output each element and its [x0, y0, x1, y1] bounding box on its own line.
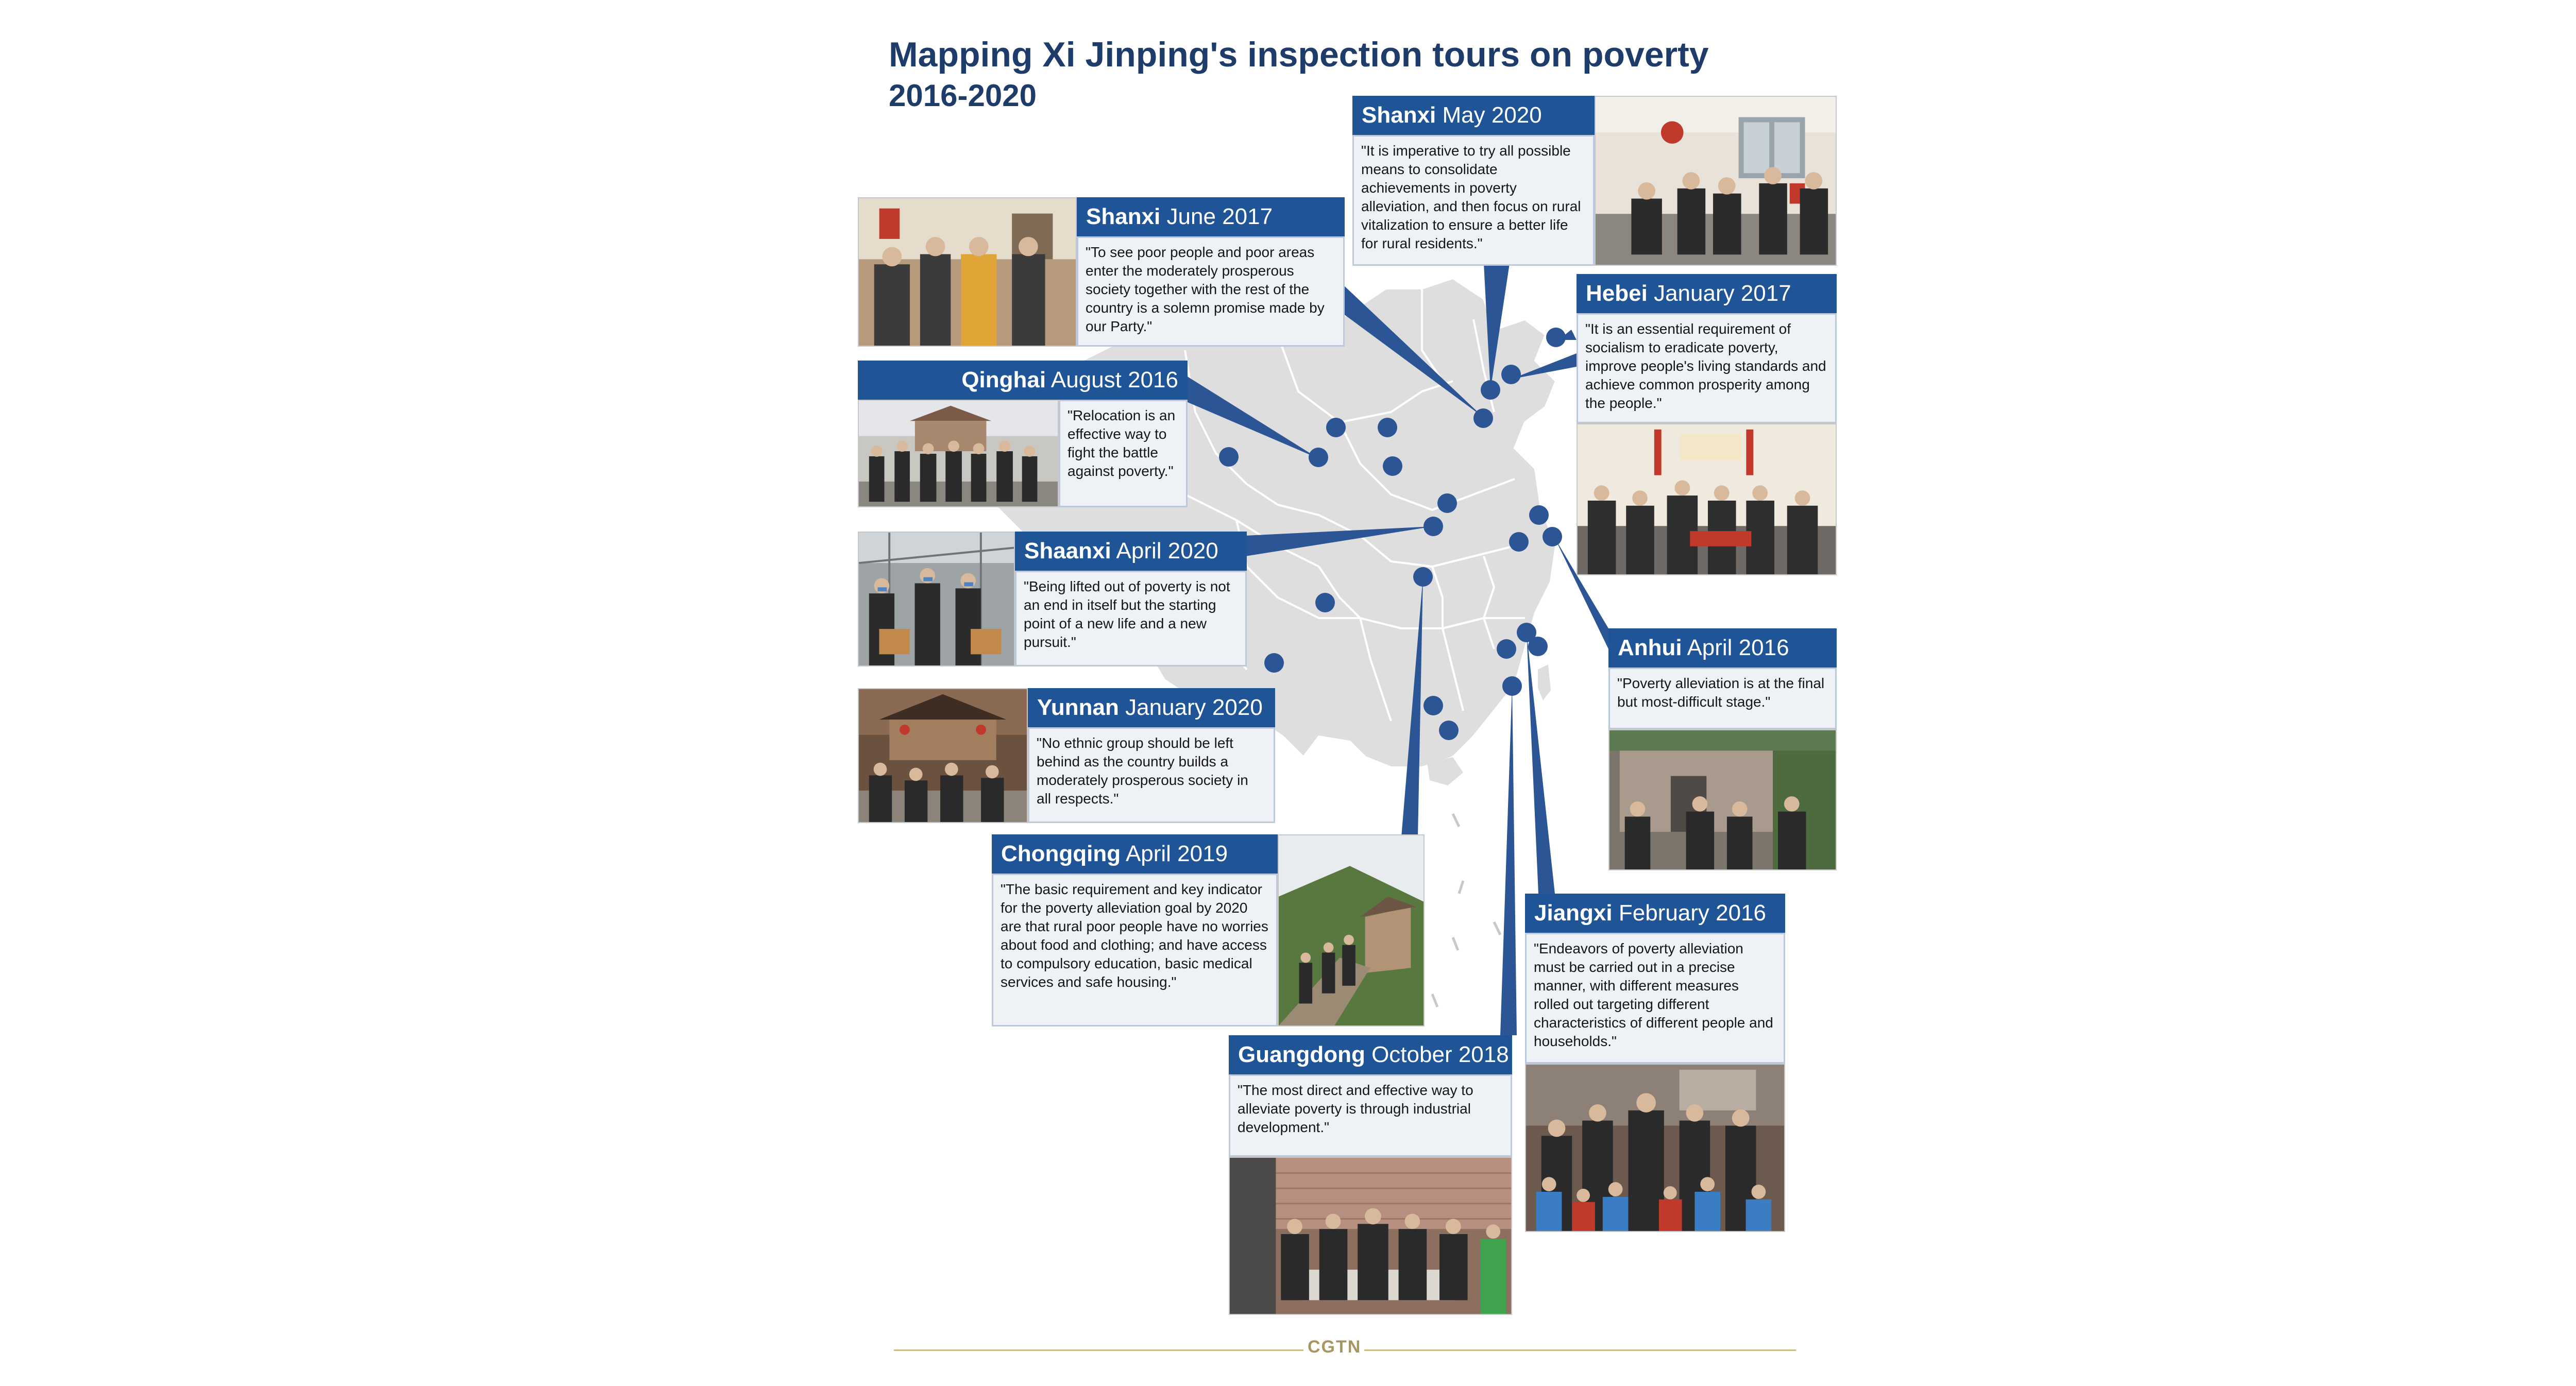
sitting-room-meeting-icon	[1577, 423, 1837, 575]
card-date: August 2016	[1050, 367, 1178, 392]
card-header	[1077, 197, 1345, 236]
card-qinghai-2016[interactable]	[858, 361, 1188, 507]
marker-chongqing-2019[interactable]	[1413, 567, 1433, 587]
card-header	[1229, 1035, 1512, 1074]
card-guangdong-2018[interactable]	[1229, 1035, 1512, 1315]
village-walk-icon	[858, 400, 1059, 507]
marker-tibet[interactable]	[1315, 593, 1335, 612]
marker-ningxia-3[interactable]	[1383, 456, 1402, 476]
card-quote: "The basic requirement and key indicator for the poverty alleviation goal by 2020 are that rural poor people have no worries about food and clothing; and have access to compulsory education, basic medical services and safe housing."	[992, 874, 1278, 1026]
card-province: Anhui	[1618, 635, 1682, 660]
card-jiangxi-2016[interactable]	[1525, 894, 1785, 1232]
marker-guangxi[interactable]	[1423, 696, 1443, 715]
card-date: April 2020	[1116, 538, 1218, 563]
card-header	[1015, 532, 1247, 571]
card-date: October 2018	[1371, 1042, 1509, 1067]
marker-anhui-2016[interactable]	[1509, 532, 1529, 552]
cgtn-logo: CGTN	[1308, 1337, 1362, 1357]
card-shanxi-2020[interactable]	[1352, 96, 1837, 266]
house-interior-meeting-icon	[1595, 96, 1837, 266]
card-header	[1525, 894, 1785, 933]
village-courtyard-icon	[858, 688, 1028, 823]
card-province: Hebei	[1586, 281, 1648, 306]
card-hebei-2017[interactable]	[1577, 274, 1837, 575]
card-yunnan-2020[interactable]	[858, 688, 1275, 823]
marker-sichuan-yunnan[interactable]	[1264, 653, 1284, 673]
marker-hunan[interactable]	[1497, 639, 1516, 659]
card-province: Guangdong	[1238, 1042, 1365, 1067]
taiwan-island	[1538, 664, 1551, 700]
wedge-guangdong-2018	[1500, 685, 1517, 1035]
marker-guangdong-2018[interactable]	[1502, 676, 1522, 696]
card-date: April 2019	[1125, 841, 1228, 866]
title-text: Mapping Xi Jinping's inspection tours on poverty	[889, 35, 1709, 74]
card-anhui-2016[interactable]	[1608, 628, 1837, 870]
card-header	[858, 361, 1188, 400]
card-province: Yunnan	[1037, 695, 1119, 720]
marker-hebei-2017[interactable]	[1546, 328, 1566, 347]
marker-jiangsu[interactable]	[1543, 527, 1562, 546]
card-date: February 2016	[1618, 900, 1767, 926]
marker-beijing[interactable]	[1501, 365, 1521, 384]
card-province: Qinghai	[961, 367, 1046, 392]
card-shanxi-2017[interactable]	[858, 197, 1345, 347]
hainan-island	[1427, 757, 1463, 785]
card-header	[1577, 274, 1837, 313]
card-province: Chongqing	[1001, 841, 1121, 866]
card-date: May 2020	[1442, 102, 1542, 128]
marker-guangxi-2[interactable]	[1439, 721, 1459, 740]
card-province: Jiangxi	[1534, 900, 1613, 926]
card-date: April 2016	[1687, 635, 1789, 660]
card-quote: "Poverty alleviation is at the final but most-difficult stage."	[1608, 668, 1837, 729]
card-header	[1028, 688, 1275, 727]
marker-xinjiang[interactable]	[1219, 447, 1239, 467]
card-header	[992, 834, 1278, 874]
marker-fujian[interactable]	[1528, 637, 1548, 656]
card-province: Shanxi	[1086, 204, 1161, 229]
card-date: January 2020	[1125, 695, 1263, 720]
mountain-path-icon	[1278, 834, 1425, 1026]
card-quote: "It is imperative to try all possible means to consolidate achievements in poverty alleviation, and then focus on rural vitalization to ensure a better life for rural residents."	[1352, 135, 1595, 266]
card-shaanxi-2020[interactable]	[858, 532, 1247, 666]
card-province: Shaanxi	[1024, 538, 1111, 563]
card-quote: "Being lifted out of poverty is not an end in itself but the starting point of a new life and a new pursuit."	[1015, 571, 1247, 666]
card-header	[1352, 96, 1595, 135]
village-table-meeting-icon	[1229, 1157, 1512, 1315]
card-quote: "It is an essential requirement of socialism to eradicate poverty, improve people's living standards and achieve common prosperity among the people."	[1577, 313, 1837, 423]
home-visit-icon	[858, 197, 1077, 347]
card-quote: "No ethnic group should be left behind as the country builds a moderately prosperous society in all respects."	[1028, 727, 1275, 823]
crowd-greeting-icon	[1525, 1064, 1785, 1232]
marker-shandong-1[interactable]	[1529, 505, 1549, 525]
marker-shanxi-2020[interactable]	[1481, 380, 1500, 400]
footer-rule-right	[1364, 1349, 1796, 1351]
card-date: January 2017	[1654, 281, 1791, 306]
marker-qinghai-2016[interactable]	[1309, 448, 1328, 467]
marker-ningxia-1[interactable]	[1326, 418, 1346, 437]
footer-rule-left	[894, 1349, 1303, 1351]
card-quote: "To see poor people and poor areas enter the moderately prosperous society together with the rest of the country is a solemn promise made by our Party."	[1077, 236, 1345, 347]
workshop-visit-icon	[858, 532, 1015, 666]
marker-ningxia-2[interactable]	[1378, 418, 1397, 437]
card-province: Shanxi	[1362, 102, 1436, 128]
card-quote: "Relocation is an effective way to fight the battle against poverty."	[1059, 400, 1188, 507]
marker-henan-1[interactable]	[1437, 493, 1457, 513]
card-chongqing-2019[interactable]	[992, 834, 1425, 1026]
card-quote: "Endeavors of poverty alleviation must be carried out in a precise manner, with different measures rolled out targeting different characteristics of different people and households."	[1525, 933, 1785, 1064]
card-header	[1608, 628, 1837, 668]
subtitle-text: 2016-2020	[889, 78, 1037, 113]
marker-shanxi-2017[interactable]	[1473, 408, 1493, 428]
farmhouse-chat-icon	[1608, 729, 1837, 870]
card-quote: "The most direct and effective way to alleviate poverty is through industrial development."	[1229, 1074, 1512, 1157]
card-date: June 2017	[1166, 204, 1273, 229]
marker-shaanxi-2020[interactable]	[1423, 517, 1443, 536]
